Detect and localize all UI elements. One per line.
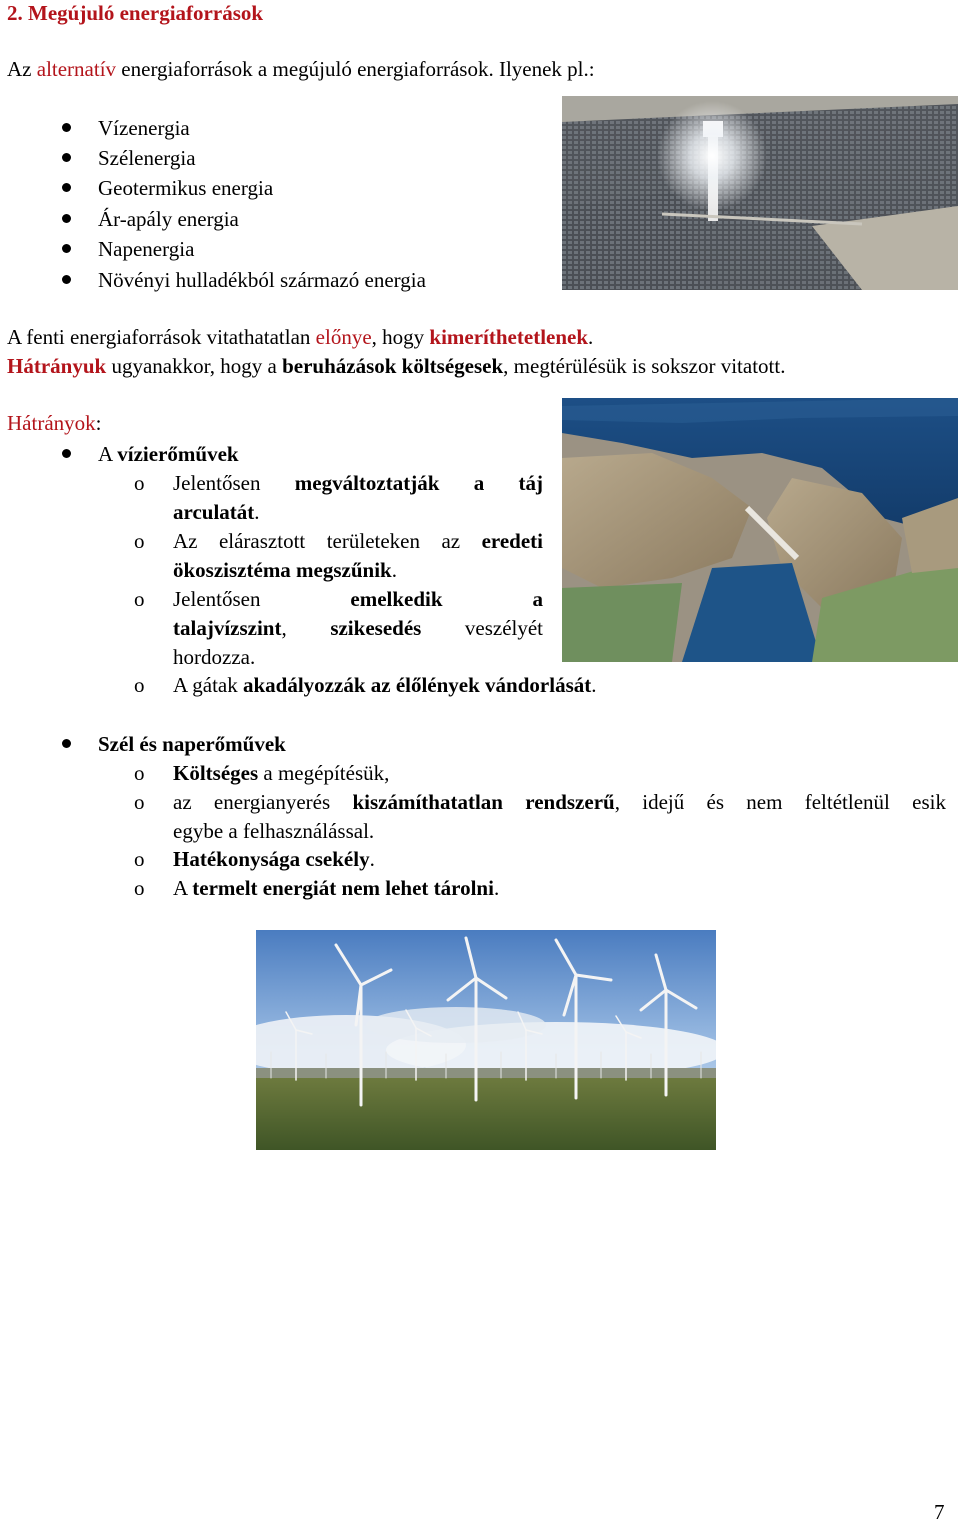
windsolar-item-4-bold: termelt energiát nem lehet tárolni [192,876,494,900]
hydro-item-1-bold-2: arculatát [173,500,255,524]
bullet-icon [62,244,71,253]
o-bullet: o [134,847,145,871]
bullet-icon [62,153,71,162]
intro-text: Az [7,57,37,81]
hydro-item-1-line-2 [173,500,260,524]
list-item: Napenergia [98,237,195,261]
list-item: Vízenergia [98,116,190,140]
windsolar-item-4 [173,876,499,900]
windsolar-item-3-bold: Hatékonysága csekély [173,847,370,871]
hydro-item-4-period: . [591,673,597,697]
advantage-text-2: , hogy [371,325,430,349]
hydro-item-1-period: . [254,500,260,524]
hydro-item-2-bold-2: ökoszisztéma megszűnik [173,558,392,582]
hydro-item-3-line-3: hordozza. [173,645,256,669]
page-number: 7 [934,1500,945,1524]
intro-text-rest: energiaforrások a megújuló energiaforrások. Ilyenek pl.: [116,57,595,81]
o-bullet: o [134,587,145,611]
hydro-item-4-bold: akadályozzák az élőlények vándorlását [242,673,592,697]
o-bullet: o [134,673,145,697]
drawback-line [7,354,785,378]
windsolar-item-2-line-2: egybe a felhasználással. [173,819,375,843]
o-bullet: o [134,761,145,785]
drawbacks-label [7,411,101,435]
hydro-item-3-bold-2: talajvízszint [173,616,282,640]
hydro-item-3-text-2: veszélyét [421,616,544,640]
windsolar-item-4-text: A [173,876,193,900]
drawbacks-colon: : [95,411,102,435]
hydro-title-prefix: A [98,442,118,466]
bullet-icon [62,739,71,748]
hydro-item-2-period: . [391,558,397,582]
hydro-item-2-line-1 [173,529,543,553]
hydro-item-3-line-1 [173,587,543,611]
windsolar-item-3 [173,847,375,871]
advantage-period: . [588,325,594,349]
hydro-item-4-text: A gátak [173,673,243,697]
advantage-text: A fenti energiaforrások vitathatatlan [7,325,316,349]
hydro-item-2-text: Az elárasztott területeken az [173,529,482,553]
list-item: Geotermikus energia [98,176,274,200]
page-heading: 2. Megújuló energiaforrások [7,1,264,25]
bullet-icon [62,449,71,458]
bullet-icon [62,214,71,223]
hydro-item-1-line-1 [173,471,543,495]
hydro-title [98,442,239,466]
o-bullet: o [134,876,145,900]
hydro-item-1-text: Jelentősen [173,471,295,495]
windsolar-item-4-period: . [493,876,500,900]
windsolar-item-1-text: a megépítésük, [258,761,390,785]
hydro-item-3-bold: emelkedik a [350,587,543,611]
solar-plant-photo [562,96,958,290]
dam-photo [562,398,958,662]
advantage-highlight: kimeríthetetlenek [429,325,589,349]
advantage-line [7,325,593,349]
windsolar-item-2-text: az energianyerés [173,790,353,814]
hydro-item-3-comma: , [281,616,331,640]
windsolar-title: Szél és naperőművek [98,732,286,756]
intro-line [7,57,595,81]
bullet-icon [62,275,71,284]
drawback-text-rest: , megtérülésük is sokszor vitatott. [503,354,786,378]
bullet-icon [62,183,71,192]
windsolar-item-2-text-2: , idejű és nem feltétlenül esik [614,790,946,814]
wind-farm-photo [256,930,716,1150]
o-bullet: o [134,529,145,553]
hydro-item-1-bold: megváltoztatják a táj [294,471,543,495]
windsolar-item-2-line-1 [173,790,946,814]
o-bullet: o [134,790,145,814]
windsolar-item-3-period: . [369,847,375,871]
drawback-highlight: beruházások költségesek [282,354,504,378]
list-item: Ár-apály energia [98,207,239,231]
intro-highlight: alternatív [36,57,117,81]
windsolar-item-1-bold: Költséges [173,761,259,785]
drawback-text: ugyanakkor, hogy a [106,354,283,378]
list-item: Szélenergia [98,146,196,170]
windsolar-item-1 [173,761,389,785]
windsolar-item-2-bold: kiszámíthatatlan rendszerű [352,790,615,814]
bullet-icon [62,123,71,132]
hydro-title-word: vízierőművek [117,442,239,466]
hydro-item-2-bold: eredeti [481,529,543,553]
list-item: Növényi hulladékból származó energia [98,268,426,292]
hydro-item-4 [173,673,597,697]
drawbacks-label-text: Hátrányok [7,411,96,435]
advantage-word: előnye [315,325,372,349]
drawback-word: Hátrányuk [7,354,107,378]
hydro-item-3-bold-3: szikesedés [330,616,422,640]
hydro-item-3-text: Jelentősen [173,587,351,611]
hydro-item-2-line-2 [173,558,397,582]
hydro-item-3-line-2 [173,616,543,640]
o-bullet: o [134,471,145,495]
